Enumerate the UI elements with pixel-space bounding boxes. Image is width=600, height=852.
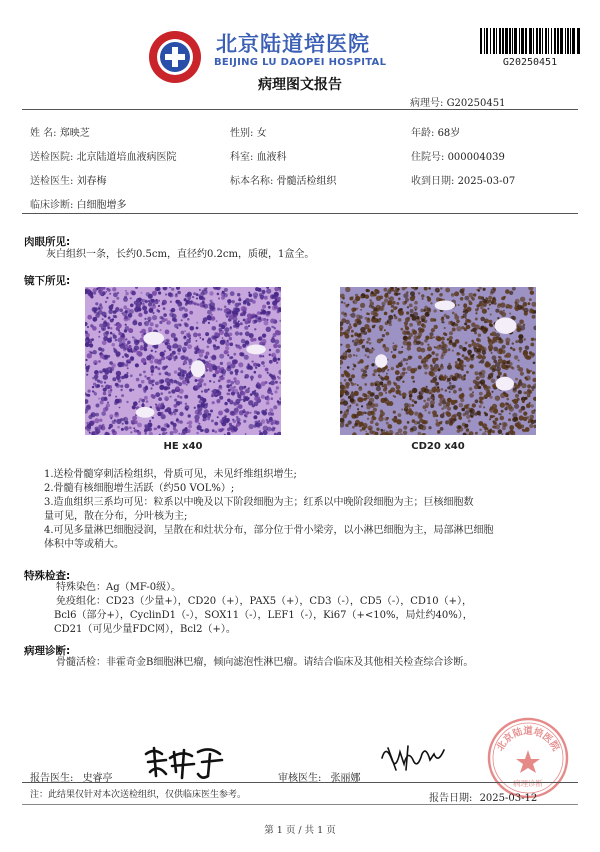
barcode bbox=[480, 28, 580, 54]
department-value: 血液科 bbox=[256, 152, 287, 163]
report-doctor-value: 史睿亭 bbox=[82, 773, 113, 784]
micro-line: 4.可见多量淋巴细胞浸润，呈散在和灶状分布，部分位于骨小梁旁，以小淋巴细胞为主，局部淋巴细胞 bbox=[44, 525, 494, 536]
clinical-diagnosis-value: 白细胞增多 bbox=[76, 200, 127, 211]
pathology-number-label: 病理号: bbox=[410, 98, 444, 109]
pathology-number-value: G20250451 bbox=[446, 98, 506, 109]
submitting-doctor-value: 刘春梅 bbox=[76, 176, 107, 187]
micro-line: 2.骨髓有核细胞增生活跃（约50 VOL%）; bbox=[44, 483, 235, 494]
divider bbox=[22, 213, 578, 214]
stamp-subtext: 病理诊断 bbox=[513, 779, 543, 788]
clinical-diagnosis bbox=[30, 196, 127, 211]
signature-report-doctor bbox=[140, 742, 230, 782]
specimen-name-value: 骨髓活检组织 bbox=[276, 176, 337, 187]
specimen-name bbox=[230, 172, 337, 187]
clinical-diagnosis-label: 临床诊断: bbox=[30, 200, 74, 211]
micro-line: 量可见，散在分布，分叶核为主; bbox=[44, 511, 188, 522]
submitting-doctor bbox=[30, 172, 107, 187]
report-doctor-label: 报告医生: bbox=[30, 773, 74, 784]
cd20-caption: CD20 x40 bbox=[411, 441, 465, 452]
submitting-hospital bbox=[30, 148, 177, 163]
special-line: CD21（可见少量FDC网），Bcl2（+）。 bbox=[54, 624, 236, 635]
pathology-number bbox=[410, 94, 505, 109]
disclaimer: 注：此结果仅针对本次送检组织，仅供临床医生参考。 bbox=[30, 790, 247, 800]
report-title: 病理图文报告 bbox=[258, 77, 342, 93]
report-date bbox=[429, 789, 537, 804]
hospital-name-cn: 北京陆道培医院 bbox=[216, 32, 370, 56]
special-line: 免疫组化：CD23（少量+），CD20（+），PAX5（+），CD3（-），CD5（-），CD10（+）， bbox=[56, 596, 473, 607]
patient-age-label: 年龄: bbox=[411, 128, 435, 139]
patient-name bbox=[30, 124, 90, 139]
received-date bbox=[411, 172, 515, 187]
specimen-name-label: 标本名称: bbox=[230, 176, 274, 187]
he-stain-image bbox=[85, 287, 281, 435]
submitting-doctor-label: 送检医生: bbox=[30, 176, 74, 187]
received-date-value: 2025-03-07 bbox=[457, 176, 516, 187]
patient-gender-label: 性别: bbox=[230, 128, 254, 139]
patient-age-value: 68岁 bbox=[437, 128, 461, 139]
patient-name-value: 郑映芝 bbox=[59, 128, 90, 139]
divider bbox=[22, 109, 578, 110]
micro-line: 3.造血组织三系均可见：粒系以中晚及以下阶段细胞为主；红系以中晚阶段细胞为主；巨核细胞数 bbox=[44, 497, 474, 508]
department-label: 科室: bbox=[230, 152, 254, 163]
report-date-label: 报告日期: bbox=[429, 793, 473, 804]
gross-text: 灰白组织一条，长约0.5cm，直径约0.2cm，质硬，1盒全。 bbox=[46, 249, 315, 260]
submitting-hospital-label: 送检医院: bbox=[30, 152, 74, 163]
reviewer-value: 张丽娜 bbox=[330, 773, 361, 784]
patient-gender-value: 女 bbox=[256, 128, 267, 139]
divider bbox=[22, 804, 578, 805]
divider bbox=[22, 782, 578, 783]
micro-title: 镜下所见: bbox=[24, 275, 71, 287]
micro-line: 体积中等或稍大。 bbox=[44, 539, 124, 550]
inpatient-number bbox=[411, 148, 505, 163]
special-line: Bcl6（部分+），CyclinD1（-），SOX11（-），LEF1（-），Ki67（+<10%，局灶约40%）， bbox=[54, 610, 473, 621]
department bbox=[230, 148, 287, 163]
diagnosis-title: 病理诊断: bbox=[24, 645, 71, 657]
special-findings bbox=[56, 581, 586, 637]
page-number: 第 1 页 / 共 1 页 bbox=[264, 825, 336, 836]
cd20-stain-image bbox=[340, 287, 536, 435]
stamp-text: 北京陆道培医院 bbox=[494, 726, 562, 754]
patient-name-label: 姓 名: bbox=[30, 128, 57, 139]
he-caption: HE x40 bbox=[163, 441, 203, 452]
diagnosis-text: 骨髓活检：非霍奇金B细胞淋巴瘤，倾向滤泡性淋巴瘤。请结合临床及其他相关检查综合诊断。 bbox=[56, 657, 474, 668]
patient-gender bbox=[230, 124, 267, 139]
micro-line: 1.送检骨髓穿刺活检组织，骨质可见，未见纤维组织增生; bbox=[44, 469, 297, 480]
gross-title: 肉眼所见: bbox=[24, 236, 71, 248]
patient-age bbox=[411, 124, 460, 139]
svg-text:北京陆道培医院 bbox=[494, 725, 562, 753]
reviewer-label: 审核医生: bbox=[278, 773, 322, 784]
barcode-number: G20250451 bbox=[502, 57, 558, 68]
special-line: 特殊染色：Ag（MF-0级）。 bbox=[56, 582, 182, 593]
report-date-value: 2025-03-12 bbox=[479, 793, 538, 804]
inpatient-number-value: 000004039 bbox=[447, 152, 505, 163]
hospital-name-en: BEIJING LU DAOPEI HOSPITAL bbox=[214, 57, 387, 68]
signature-reviewer bbox=[378, 740, 448, 774]
inpatient-number-label: 住院号: bbox=[411, 152, 445, 163]
submitting-hospital-value: 北京陆道培血液病医院 bbox=[76, 152, 177, 163]
micro-findings bbox=[44, 468, 584, 552]
received-date-label: 收到日期: bbox=[411, 176, 455, 187]
special-title: 特殊检查: bbox=[24, 570, 71, 582]
hospital-stamp bbox=[486, 716, 570, 800]
